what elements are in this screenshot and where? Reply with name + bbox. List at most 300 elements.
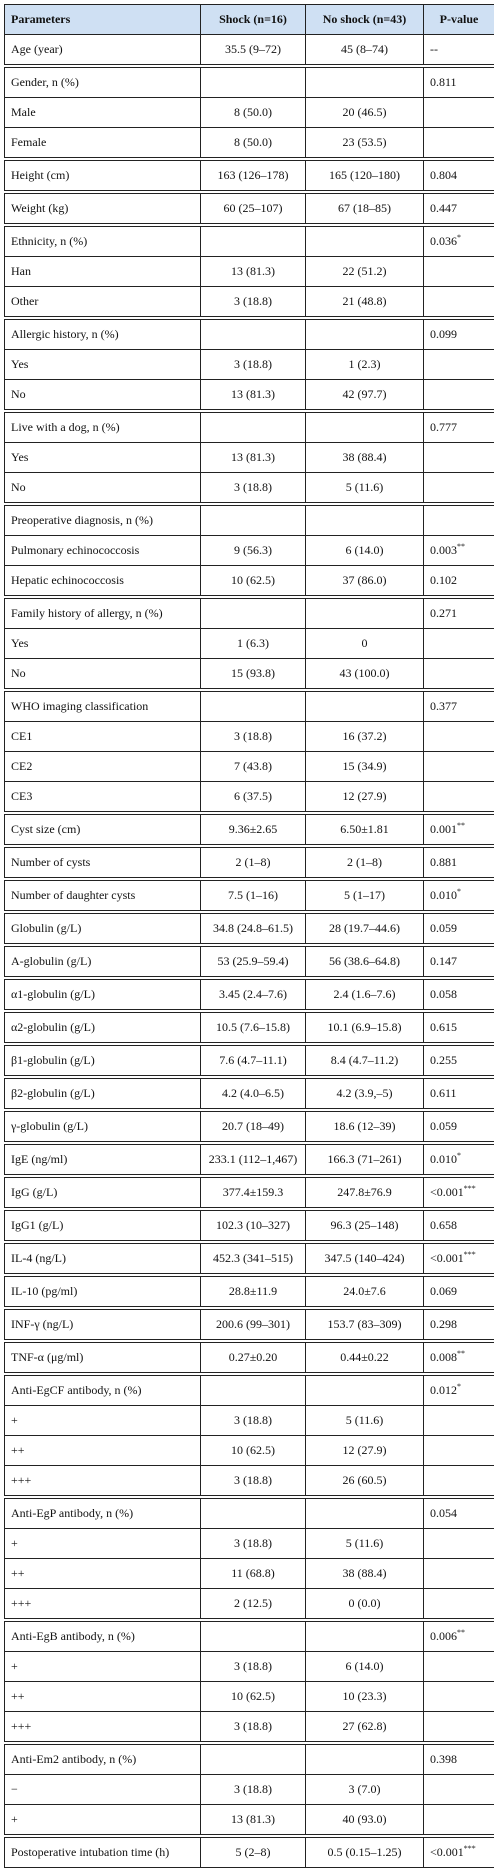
row-label: +++ [5,1712,201,1744]
shock-value: 13 (81.3) [201,1805,306,1837]
table-row [5,1497,494,1529]
table-row [5,66,494,98]
table-row [5,1712,494,1744]
p-value: 0.611 [424,1077,494,1110]
shock-value: 7 (43.8) [201,752,306,782]
shock-value: 10 (62.5) [201,1682,306,1712]
row-label: Age (year) [5,35,201,67]
no-shock-value: 43 (100.0) [306,659,424,691]
shock-value: 163 (126–178) [201,159,306,192]
shock-value: 35.5 (9–72) [201,35,306,67]
shock-value [201,318,306,350]
p-value [424,629,494,659]
table-row [5,1341,494,1374]
no-shock-value [306,504,424,536]
no-shock-value: 10 (23.3) [306,1682,424,1712]
shock-value: 233.1 (112–1,467) [201,1143,306,1176]
shock-value: 3 (18.8) [201,350,306,380]
no-shock-value: 38 (88.4) [306,1559,424,1589]
no-shock-value: 6 (14.0) [306,536,424,566]
p-value: 0.003** [424,536,494,566]
significance-marker: * [457,233,461,242]
p-value [424,350,494,380]
shock-value [201,504,306,536]
table-row [5,128,494,160]
shock-value: 13 (81.3) [201,380,306,412]
shock-value: 3 (18.8) [201,722,306,752]
table-row [5,597,494,629]
shock-value: 11 (68.8) [201,1559,306,1589]
table-row [5,1529,494,1559]
significance-marker: * [457,1382,461,1391]
p-value: 0.058 [424,978,494,1011]
row-label: Globulin (g/L) [5,912,201,945]
shock-value: 34.8 (24.8–61.5) [201,912,306,945]
table-row [5,411,494,443]
table-row [5,1775,494,1805]
parameters-table [4,4,494,1868]
no-shock-value: 28 (19.7–44.6) [306,912,424,945]
shock-value: 1 (6.3) [201,629,306,659]
table-row [5,722,494,752]
row-label: CE1 [5,722,201,752]
table-row [5,782,494,814]
header-row [5,5,494,35]
header-no-shock: No shock (n=43) [306,5,424,35]
p-value [424,1712,494,1744]
table-row [5,192,494,225]
table-row [5,1209,494,1242]
no-shock-value [306,597,424,629]
row-label: Ethnicity, n (%) [5,225,201,257]
row-label: CE3 [5,782,201,814]
row-label: Gender, n (%) [5,66,201,98]
row-label: +++ [5,1589,201,1621]
row-label: +++ [5,1466,201,1498]
row-label: β1-globulin (g/L) [5,1044,201,1077]
row-label: CE2 [5,752,201,782]
table-row [5,318,494,350]
p-value: 0.298 [424,1308,494,1341]
p-value: 0.036* [424,225,494,257]
table-row [5,1011,494,1044]
no-shock-value: 20 (46.5) [306,98,424,128]
table-row [5,1308,494,1341]
shock-value: 200.6 (99–301) [201,1308,306,1341]
no-shock-value: 5 (11.6) [306,1406,424,1436]
no-shock-value: 12 (27.9) [306,1436,424,1466]
p-value: 0.006** [424,1620,494,1652]
no-shock-value [306,1497,424,1529]
row-label: ++ [5,1682,201,1712]
p-value: 0.099 [424,318,494,350]
no-shock-value [306,225,424,257]
row-label: Other [5,287,201,319]
row-label: IgG (g/L) [5,1176,201,1209]
table-row [5,1589,494,1621]
row-label: Yes [5,629,201,659]
no-shock-value: 247.8±76.9 [306,1176,424,1209]
table-row [5,846,494,879]
no-shock-value: 40 (93.0) [306,1805,424,1837]
row-label: ++ [5,1436,201,1466]
shock-value: 3 (18.8) [201,1529,306,1559]
row-label: Yes [5,350,201,380]
significance-marker: ** [457,1349,465,1358]
p-value: 0.054 [424,1497,494,1529]
table-row [5,1436,494,1466]
row-label: Number of daughter cysts [5,879,201,912]
no-shock-value [306,690,424,722]
p-value [424,473,494,505]
no-shock-value: 56 (38.6–64.8) [306,945,424,978]
no-shock-value: 1 (2.3) [306,350,424,380]
no-shock-value: 15 (34.9) [306,752,424,782]
row-label: Male [5,98,201,128]
no-shock-value: 23 (53.5) [306,128,424,160]
header-shock: Shock (n=16) [201,5,306,35]
p-value: 0.777 [424,411,494,443]
no-shock-value: 5 (11.6) [306,473,424,505]
no-shock-value: 16 (37.2) [306,722,424,752]
table-row [5,1110,494,1143]
p-value [424,1559,494,1589]
table-row [5,350,494,380]
p-value [424,1436,494,1466]
row-label: INF-γ (ng/L) [5,1308,201,1341]
table-row [5,566,494,598]
no-shock-value: 3 (7.0) [306,1775,424,1805]
table-row [5,225,494,257]
shock-value: 13 (81.3) [201,443,306,473]
row-label: A-globulin (g/L) [5,945,201,978]
header-p-value: P-value [424,5,494,35]
p-value [424,1682,494,1712]
row-label: + [5,1529,201,1559]
p-value: 0.010* [424,879,494,912]
row-label: Hepatic echinococcosis [5,566,201,598]
row-label: + [5,1652,201,1682]
p-value [424,443,494,473]
p-value: 0.881 [424,846,494,879]
p-value: 0.147 [424,945,494,978]
shock-value: 6 (37.5) [201,782,306,814]
shock-value: 3 (18.8) [201,1712,306,1744]
no-shock-value: 21 (48.8) [306,287,424,319]
row-label: Allergic history, n (%) [5,318,201,350]
table-row [5,1559,494,1589]
table-row [5,1466,494,1498]
no-shock-value: 22 (51.2) [306,257,424,287]
shock-value: 13 (81.3) [201,257,306,287]
p-value [424,659,494,691]
p-value [424,1466,494,1498]
shock-value: 20.7 (18–49) [201,1110,306,1143]
shock-value [201,1374,306,1406]
no-shock-value: 0.5 (0.15–1.25) [306,1836,424,1868]
table-row [5,257,494,287]
p-value [424,1589,494,1621]
shock-value: 7.5 (1–16) [201,879,306,912]
p-value: <0.001*** [424,1242,494,1275]
significance-marker: *** [464,1184,476,1193]
shock-value: 60 (25–107) [201,192,306,225]
shock-value [201,1497,306,1529]
row-label: β2-globulin (g/L) [5,1077,201,1110]
shock-value: 3 (18.8) [201,1466,306,1498]
no-shock-value: 12 (27.9) [306,782,424,814]
p-value [424,257,494,287]
shock-value: 452.3 (341–515) [201,1242,306,1275]
no-shock-value: 27 (62.8) [306,1712,424,1744]
no-shock-value: 37 (86.0) [306,566,424,598]
row-label: No [5,473,201,505]
p-value [424,1652,494,1682]
shock-value [201,66,306,98]
p-value: 0.059 [424,912,494,945]
p-value: 0.811 [424,66,494,98]
table-row [5,912,494,945]
shock-value: 15 (93.8) [201,659,306,691]
no-shock-value: 0 [306,629,424,659]
no-shock-value: 6 (14.0) [306,1652,424,1682]
table-row [5,879,494,912]
significance-marker: ** [457,821,465,830]
shock-value [201,1743,306,1775]
p-value [424,504,494,536]
row-label: Anti-EgP antibody, n (%) [5,1497,201,1529]
no-shock-value: 153.7 (83–309) [306,1308,424,1341]
shock-value: 10 (62.5) [201,1436,306,1466]
no-shock-value: 2 (1–8) [306,846,424,879]
table-row [5,1176,494,1209]
row-label: IgG1 (g/L) [5,1209,201,1242]
table-row [5,945,494,978]
row-label: Postoperative intubation time (h) [5,1836,201,1868]
shock-value [201,225,306,257]
row-label: WHO imaging classification [5,690,201,722]
no-shock-value [306,1743,424,1775]
table-row [5,1242,494,1275]
row-label: − [5,1775,201,1805]
p-value [424,287,494,319]
no-shock-value: 10.1 (6.9–15.8) [306,1011,424,1044]
row-label: Cyst size (cm) [5,813,201,846]
shock-value: 9.36±2.65 [201,813,306,846]
no-shock-value: 5 (1–17) [306,879,424,912]
no-shock-value: 4.2 (3.9,–5) [306,1077,424,1110]
no-shock-value: 5 (11.6) [306,1529,424,1559]
row-label: + [5,1805,201,1837]
table-row [5,752,494,782]
p-value [424,782,494,814]
table-row [5,98,494,128]
p-value: <0.001*** [424,1836,494,1868]
row-label: ++ [5,1559,201,1589]
row-label: Family history of allergy, n (%) [5,597,201,629]
no-shock-value: 166.3 (71–261) [306,1143,424,1176]
table-row [5,1044,494,1077]
table-row [5,287,494,319]
shock-value [201,597,306,629]
no-shock-value: 42 (97.7) [306,380,424,412]
table-row [5,1805,494,1837]
row-label: Anti-EgB antibody, n (%) [5,1620,201,1652]
p-value [424,98,494,128]
shock-value: 3 (18.8) [201,287,306,319]
row-label: γ-globulin (g/L) [5,1110,201,1143]
p-value: 0.102 [424,566,494,598]
shock-value: 9 (56.3) [201,536,306,566]
row-label: Pulmonary echinococcosis [5,536,201,566]
row-label: α2-globulin (g/L) [5,1011,201,1044]
table-row [5,380,494,412]
table-row [5,1374,494,1406]
table-row [5,1620,494,1652]
p-value: 0.377 [424,690,494,722]
row-label: Height (cm) [5,159,201,192]
p-value [424,128,494,160]
no-shock-value: 45 (8–74) [306,35,424,67]
shock-value: 7.6 (4.7–11.1) [201,1044,306,1077]
shock-value: 53 (25.9–59.4) [201,945,306,978]
table-row [5,443,494,473]
table-row [5,504,494,536]
p-value: 0.008** [424,1341,494,1374]
p-value [424,752,494,782]
shock-value: 0.27±0.20 [201,1341,306,1374]
table-row [5,1143,494,1176]
shock-value: 3 (18.8) [201,1652,306,1682]
p-value: <0.001*** [424,1176,494,1209]
shock-value [201,690,306,722]
table-row [5,1406,494,1436]
shock-value: 3 (18.8) [201,1775,306,1805]
shock-value: 5 (2–8) [201,1836,306,1868]
row-label: No [5,380,201,412]
row-label: Weight (kg) [5,192,201,225]
p-value [424,1529,494,1559]
row-label: Anti-EgCF antibody, n (%) [5,1374,201,1406]
p-value: 0.615 [424,1011,494,1044]
p-value: 0.012* [424,1374,494,1406]
shock-value: 8 (50.0) [201,128,306,160]
significance-marker: * [457,1151,461,1160]
table-row [5,813,494,846]
table-row [5,659,494,691]
table-row [5,1682,494,1712]
no-shock-value: 67 (18–85) [306,192,424,225]
row-label: Live with a dog, n (%) [5,411,201,443]
shock-value: 4.2 (4.0–6.5) [201,1077,306,1110]
header-parameters: Parameters [5,5,201,35]
no-shock-value [306,1374,424,1406]
no-shock-value: 0.44±0.22 [306,1341,424,1374]
p-value: 0.069 [424,1275,494,1308]
table-row [5,690,494,722]
p-value [424,1406,494,1436]
no-shock-value: 165 (120–180) [306,159,424,192]
row-label: IL-10 (pg/ml) [5,1275,201,1308]
no-shock-value: 2.4 (1.6–7.6) [306,978,424,1011]
shock-value [201,411,306,443]
table-body [5,35,494,1868]
table-row [5,629,494,659]
p-value: 0.271 [424,597,494,629]
shock-value: 3.45 (2.4–7.6) [201,978,306,1011]
no-shock-value: 8.4 (4.7–11.2) [306,1044,424,1077]
no-shock-value [306,66,424,98]
table-row [5,35,494,67]
shock-value: 28.8±11.9 [201,1275,306,1308]
significance-marker: *** [464,1250,476,1259]
shock-value: 3 (18.8) [201,473,306,505]
table-row [5,1275,494,1308]
row-label: Yes [5,443,201,473]
table-row [5,1077,494,1110]
row-label: TNF-α (μg/ml) [5,1341,201,1374]
significance-marker: ** [457,1628,465,1637]
row-label: IL-4 (ng/L) [5,1242,201,1275]
table-row [5,159,494,192]
row-label: Number of cysts [5,846,201,879]
no-shock-value: 26 (60.5) [306,1466,424,1498]
shock-value: 3 (18.8) [201,1406,306,1436]
no-shock-value: 6.50±1.81 [306,813,424,846]
p-value: -- [424,35,494,67]
p-value: 0.059 [424,1110,494,1143]
p-value [424,722,494,752]
table-row [5,1652,494,1682]
p-value [424,1775,494,1805]
p-value: 0.398 [424,1743,494,1775]
row-label: Preoperative diagnosis, n (%) [5,504,201,536]
significance-marker: *** [464,1844,476,1853]
no-shock-value [306,411,424,443]
p-value [424,380,494,412]
p-value: 0.255 [424,1044,494,1077]
row-label: Female [5,128,201,160]
row-label: Anti-Em2 antibody, n (%) [5,1743,201,1775]
no-shock-value: 96.3 (25–148) [306,1209,424,1242]
p-value: 0.010* [424,1143,494,1176]
shock-value: 10.5 (7.6–15.8) [201,1011,306,1044]
table-row [5,978,494,1011]
shock-value: 2 (1–8) [201,846,306,879]
no-shock-value: 38 (88.4) [306,443,424,473]
table-row [5,536,494,566]
row-label: Han [5,257,201,287]
shock-value: 377.4±159.3 [201,1176,306,1209]
no-shock-value: 347.5 (140–424) [306,1242,424,1275]
no-shock-value [306,318,424,350]
table-row [5,473,494,505]
p-value: 0.447 [424,192,494,225]
row-label: + [5,1406,201,1436]
significance-marker: * [457,887,461,896]
no-shock-value: 0 (0.0) [306,1589,424,1621]
row-label: No [5,659,201,691]
table-row [5,1836,494,1868]
p-value: 0.658 [424,1209,494,1242]
p-value: 0.001** [424,813,494,846]
p-value: 0.804 [424,159,494,192]
table-row [5,1743,494,1775]
row-label: α1-globulin (g/L) [5,978,201,1011]
no-shock-value: 24.0±7.6 [306,1275,424,1308]
no-shock-value: 18.6 (12–39) [306,1110,424,1143]
shock-value: 2 (12.5) [201,1589,306,1621]
